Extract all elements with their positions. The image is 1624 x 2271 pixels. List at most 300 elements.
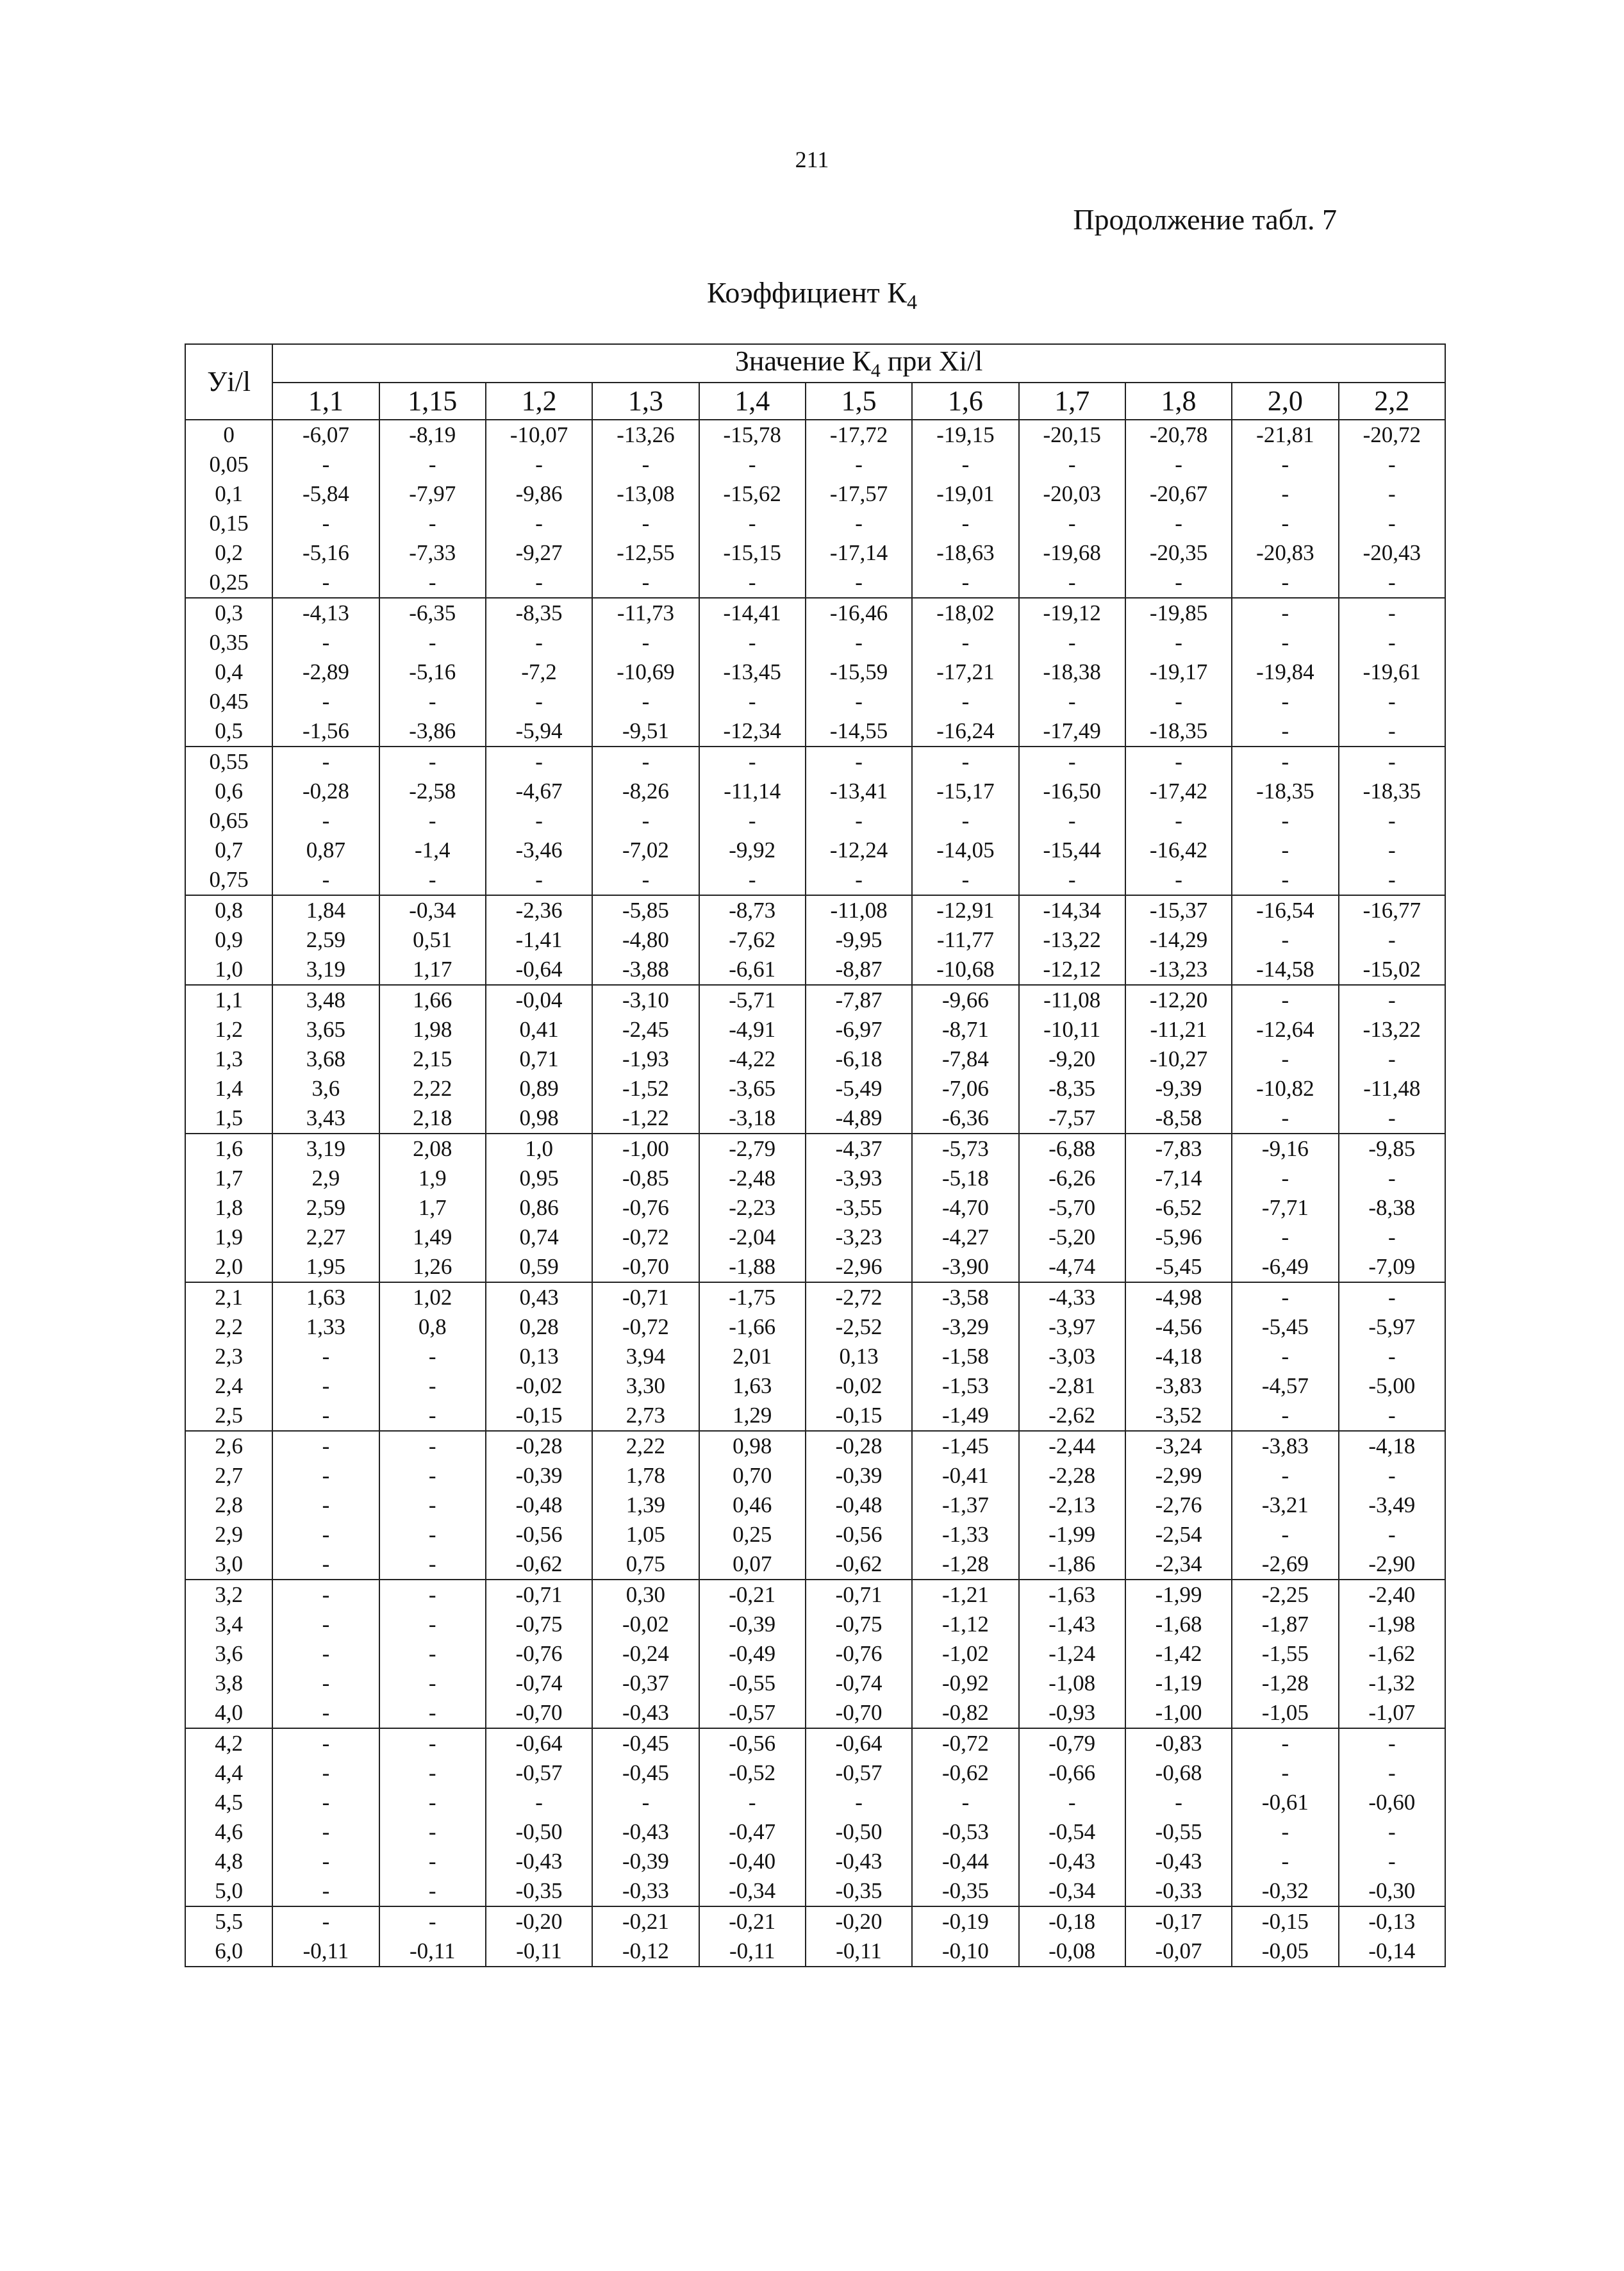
value-cell: - bbox=[379, 450, 486, 479]
value-cell: -0,33 bbox=[592, 1876, 699, 1906]
value-cell: -0,21 bbox=[699, 1906, 806, 1937]
value-cell: - bbox=[1125, 628, 1232, 657]
value-cell: - bbox=[272, 1758, 379, 1788]
value-cell: -0,19 bbox=[912, 1906, 1018, 1937]
row-label-cell: 2,8 bbox=[185, 1491, 272, 1520]
value-cell: -0,35 bbox=[912, 1876, 1018, 1906]
value-cell: - bbox=[272, 1906, 379, 1937]
row-label-cell: 0,75 bbox=[185, 865, 272, 895]
value-cell: -2,52 bbox=[806, 1312, 912, 1342]
value-cell: -3,24 bbox=[1125, 1431, 1232, 1461]
table-header bbox=[185, 344, 1445, 420]
value-cell: -6,88 bbox=[1019, 1134, 1125, 1164]
value-cell: -15,37 bbox=[1125, 895, 1232, 925]
value-cell: -1,87 bbox=[1232, 1610, 1338, 1639]
value-cell: -0,70 bbox=[592, 1252, 699, 1282]
value-cell: - bbox=[379, 1847, 486, 1876]
value-cell: -0,93 bbox=[1019, 1698, 1125, 1728]
value-cell: 0,70 bbox=[699, 1461, 806, 1491]
table-row bbox=[185, 1758, 1445, 1788]
value-cell: -0,55 bbox=[699, 1669, 806, 1698]
value-cell: -7,14 bbox=[1125, 1164, 1232, 1193]
value-cell: - bbox=[592, 568, 699, 598]
value-cell: -4,56 bbox=[1125, 1312, 1232, 1342]
value-cell: -0,76 bbox=[806, 1639, 912, 1669]
value-cell: -0,34 bbox=[1019, 1876, 1125, 1906]
value-cell: 0,98 bbox=[486, 1103, 592, 1134]
value-cell: - bbox=[1125, 450, 1232, 479]
value-cell: - bbox=[1232, 1342, 1338, 1371]
value-cell: -4,74 bbox=[1019, 1252, 1125, 1282]
value-cell: 1,33 bbox=[272, 1312, 379, 1342]
value-cell: -18,35 bbox=[1232, 777, 1338, 806]
value-cell: -1,05 bbox=[1232, 1698, 1338, 1728]
table-row bbox=[185, 1431, 1445, 1461]
value-cell: 3,19 bbox=[272, 1134, 379, 1164]
row-label-cell: 1,8 bbox=[185, 1193, 272, 1223]
row-label-cell: 0,2 bbox=[185, 538, 272, 568]
value-cell: -0,35 bbox=[806, 1876, 912, 1906]
value-cell: - bbox=[272, 1817, 379, 1847]
value-cell: -0,43 bbox=[486, 1847, 592, 1876]
value-cell: - bbox=[1339, 865, 1445, 895]
table-row bbox=[185, 420, 1445, 450]
value-cell: 0,95 bbox=[486, 1164, 592, 1193]
value-cell: -12,34 bbox=[699, 716, 806, 747]
value-cell: - bbox=[1339, 747, 1445, 777]
value-cell: -1,28 bbox=[1232, 1669, 1338, 1698]
value-cell: - bbox=[379, 865, 486, 895]
value-cell: -4,22 bbox=[699, 1045, 806, 1074]
table-row bbox=[185, 1817, 1445, 1847]
value-cell: - bbox=[1339, 1282, 1445, 1312]
value-cell: - bbox=[1019, 865, 1125, 895]
value-cell: -5,73 bbox=[912, 1134, 1018, 1164]
value-cell: -15,17 bbox=[912, 777, 1018, 806]
value-cell: 0,46 bbox=[699, 1491, 806, 1520]
value-cell: -0,08 bbox=[1019, 1937, 1125, 1967]
table-row bbox=[185, 1906, 1445, 1937]
value-cell: - bbox=[592, 450, 699, 479]
value-cell: -9,51 bbox=[592, 716, 699, 747]
value-cell: -10,27 bbox=[1125, 1045, 1232, 1074]
value-cell: - bbox=[1232, 1223, 1338, 1252]
value-cell: -0,15 bbox=[486, 1401, 592, 1431]
value-cell: - bbox=[1232, 985, 1338, 1015]
value-cell: -16,24 bbox=[912, 716, 1018, 747]
value-cell: - bbox=[1232, 1103, 1338, 1134]
value-cell: -0,60 bbox=[1339, 1788, 1445, 1817]
value-cell: - bbox=[592, 687, 699, 716]
value-cell: 3,6 bbox=[272, 1074, 379, 1103]
value-cell: - bbox=[379, 1728, 486, 1758]
value-cell: -0,11 bbox=[379, 1937, 486, 1967]
value-cell: -4,57 bbox=[1232, 1371, 1338, 1401]
value-cell: 2,73 bbox=[592, 1401, 699, 1431]
value-cell: -0,28 bbox=[486, 1431, 592, 1461]
value-cell: -13,08 bbox=[592, 479, 699, 509]
value-cell: -6,35 bbox=[379, 598, 486, 628]
value-cell: - bbox=[486, 747, 592, 777]
table-row bbox=[185, 1728, 1445, 1758]
value-cell: -2,76 bbox=[1125, 1491, 1232, 1520]
value-cell: -11,73 bbox=[592, 598, 699, 628]
value-cell: - bbox=[806, 568, 912, 598]
value-cell: -18,38 bbox=[1019, 657, 1125, 687]
value-cell: - bbox=[1339, 1817, 1445, 1847]
row-label-cell: 3,0 bbox=[185, 1549, 272, 1580]
value-cell: - bbox=[379, 1491, 486, 1520]
value-cell: -9,95 bbox=[806, 925, 912, 955]
value-cell: -1,63 bbox=[1019, 1580, 1125, 1610]
value-cell: - bbox=[1339, 836, 1445, 865]
value-cell: - bbox=[1339, 1520, 1445, 1549]
value-cell: -0,50 bbox=[486, 1817, 592, 1847]
value-cell: -19,61 bbox=[1339, 657, 1445, 687]
value-cell: - bbox=[272, 1698, 379, 1728]
table-row bbox=[185, 1342, 1445, 1371]
value-cell: -0,20 bbox=[486, 1906, 592, 1937]
value-cell: - bbox=[912, 509, 1018, 538]
value-cell: -9,27 bbox=[486, 538, 592, 568]
value-cell: - bbox=[486, 568, 592, 598]
value-cell: -1,99 bbox=[1125, 1580, 1232, 1610]
value-cell: - bbox=[699, 628, 806, 657]
value-cell: 2,15 bbox=[379, 1045, 486, 1074]
column-header: 1,5 bbox=[806, 383, 912, 420]
column-header: 2,2 bbox=[1339, 383, 1445, 420]
value-cell: -3,58 bbox=[912, 1282, 1018, 1312]
value-cell: 3,30 bbox=[592, 1371, 699, 1401]
row-label-cell: 0,5 bbox=[185, 716, 272, 747]
value-cell: -0,20 bbox=[806, 1906, 912, 1937]
value-cell: -4,67 bbox=[486, 777, 592, 806]
value-cell: -0,71 bbox=[592, 1282, 699, 1312]
value-cell: -2,13 bbox=[1019, 1491, 1125, 1520]
value-cell: -0,32 bbox=[1232, 1876, 1338, 1906]
value-cell: - bbox=[592, 747, 699, 777]
row-label-cell: 3,4 bbox=[185, 1610, 272, 1639]
value-cell: -5,49 bbox=[806, 1074, 912, 1103]
column-header: 1,6 bbox=[912, 383, 1018, 420]
value-cell: -0,10 bbox=[912, 1937, 1018, 1967]
value-cell: - bbox=[272, 1728, 379, 1758]
value-cell: - bbox=[592, 1788, 699, 1817]
value-cell: -20,15 bbox=[1019, 420, 1125, 450]
value-cell: - bbox=[806, 1788, 912, 1817]
value-cell: -2,23 bbox=[699, 1193, 806, 1223]
table-row bbox=[185, 925, 1445, 955]
value-cell: 2,22 bbox=[379, 1074, 486, 1103]
table-row bbox=[185, 1610, 1445, 1639]
value-cell: -2,81 bbox=[1019, 1371, 1125, 1401]
value-cell: -0,17 bbox=[1125, 1906, 1232, 1937]
value-cell: -0,34 bbox=[379, 895, 486, 925]
value-cell: -0,30 bbox=[1339, 1876, 1445, 1906]
value-cell: 0,30 bbox=[592, 1580, 699, 1610]
table-row bbox=[185, 985, 1445, 1015]
value-cell: -3,49 bbox=[1339, 1491, 1445, 1520]
value-cell: 0,8 bbox=[379, 1312, 486, 1342]
value-cell: -0,45 bbox=[592, 1728, 699, 1758]
value-cell: -2,58 bbox=[379, 777, 486, 806]
value-cell: - bbox=[272, 687, 379, 716]
value-cell: - bbox=[486, 1788, 592, 1817]
value-cell: -1,68 bbox=[1125, 1610, 1232, 1639]
value-cell: -0,24 bbox=[592, 1639, 699, 1669]
value-cell: - bbox=[379, 1461, 486, 1491]
row-label-cell: 1,7 bbox=[185, 1164, 272, 1193]
value-cell: -6,97 bbox=[806, 1015, 912, 1045]
value-cell: 0,13 bbox=[486, 1342, 592, 1371]
value-cell: - bbox=[272, 1847, 379, 1876]
row-label-cell: 5,5 bbox=[185, 1906, 272, 1937]
value-cell: - bbox=[379, 568, 486, 598]
value-cell: -0,43 bbox=[1125, 1847, 1232, 1876]
value-cell: 1,0 bbox=[486, 1134, 592, 1164]
value-cell: -1,12 bbox=[912, 1610, 1018, 1639]
value-cell: -0,21 bbox=[592, 1906, 699, 1937]
table-row bbox=[185, 1788, 1445, 1817]
value-cell: - bbox=[379, 1669, 486, 1698]
value-cell: - bbox=[1232, 1461, 1338, 1491]
value-cell: - bbox=[1339, 1103, 1445, 1134]
value-cell: 0,41 bbox=[486, 1015, 592, 1045]
row-label-cell: 4,4 bbox=[185, 1758, 272, 1788]
value-cell: -0,85 bbox=[592, 1164, 699, 1193]
value-cell: - bbox=[379, 1758, 486, 1788]
value-cell: -0,28 bbox=[806, 1431, 912, 1461]
value-cell: 3,68 bbox=[272, 1045, 379, 1074]
row-label-cell: 1,9 bbox=[185, 1223, 272, 1252]
value-cell: 0,98 bbox=[699, 1431, 806, 1461]
value-cell: 2,9 bbox=[272, 1164, 379, 1193]
value-cell: - bbox=[1232, 1164, 1338, 1193]
row-label-cell: 3,6 bbox=[185, 1639, 272, 1669]
value-cell: - bbox=[1339, 1164, 1445, 1193]
row-label-cell: 0,7 bbox=[185, 836, 272, 865]
value-cell: -8,26 bbox=[592, 777, 699, 806]
value-cell: 2,22 bbox=[592, 1431, 699, 1461]
value-cell: - bbox=[912, 628, 1018, 657]
value-cell: - bbox=[1339, 1342, 1445, 1371]
value-cell: 3,19 bbox=[272, 955, 379, 985]
value-cell: -5,97 bbox=[1339, 1312, 1445, 1342]
value-cell: - bbox=[1232, 836, 1338, 865]
value-cell: - bbox=[1339, 925, 1445, 955]
value-cell: -20,78 bbox=[1125, 420, 1232, 450]
value-cell: -1,21 bbox=[912, 1580, 1018, 1610]
value-cell: 3,48 bbox=[272, 985, 379, 1015]
value-cell: - bbox=[379, 509, 486, 538]
table-row bbox=[185, 895, 1445, 925]
value-cell: -9,39 bbox=[1125, 1074, 1232, 1103]
value-cell: -3,90 bbox=[912, 1252, 1018, 1282]
value-cell: -9,20 bbox=[1019, 1045, 1125, 1074]
value-cell: -9,86 bbox=[486, 479, 592, 509]
column-header-row bbox=[185, 383, 1445, 420]
value-cell: -9,66 bbox=[912, 985, 1018, 1015]
row-label-cell: 0,3 bbox=[185, 598, 272, 628]
value-cell: - bbox=[272, 1431, 379, 1461]
row-label-cell: 0,25 bbox=[185, 568, 272, 598]
value-cell: - bbox=[1125, 509, 1232, 538]
value-cell: -1,66 bbox=[699, 1312, 806, 1342]
value-cell: -1,41 bbox=[486, 925, 592, 955]
value-cell: -0,43 bbox=[592, 1817, 699, 1847]
value-cell: - bbox=[272, 1520, 379, 1549]
value-cell: -15,59 bbox=[806, 657, 912, 687]
table-row bbox=[185, 1134, 1445, 1164]
value-cell: - bbox=[379, 1788, 486, 1817]
value-cell: -1,58 bbox=[912, 1342, 1018, 1371]
value-cell: -20,83 bbox=[1232, 538, 1338, 568]
value-cell: -14,55 bbox=[806, 716, 912, 747]
value-cell: - bbox=[1339, 568, 1445, 598]
value-cell: -6,52 bbox=[1125, 1193, 1232, 1223]
value-cell: -16,50 bbox=[1019, 777, 1125, 806]
value-cell: 0,13 bbox=[806, 1342, 912, 1371]
value-cell: 1,02 bbox=[379, 1282, 486, 1312]
value-cell: -11,14 bbox=[699, 777, 806, 806]
value-cell: - bbox=[1019, 568, 1125, 598]
table-row bbox=[185, 657, 1445, 687]
value-cell: -0,76 bbox=[486, 1639, 592, 1669]
value-cell: -10,68 bbox=[912, 955, 1018, 985]
value-cell: -0,18 bbox=[1019, 1906, 1125, 1937]
table-row bbox=[185, 1193, 1445, 1223]
value-cell: -1,07 bbox=[1339, 1698, 1445, 1728]
value-cell: - bbox=[1232, 1817, 1338, 1847]
value-cell: 0,89 bbox=[486, 1074, 592, 1103]
value-cell: -8,38 bbox=[1339, 1193, 1445, 1223]
row-label-cell: 2,6 bbox=[185, 1431, 272, 1461]
value-cell: -0,61 bbox=[1232, 1788, 1338, 1817]
value-cell: -0,33 bbox=[1125, 1876, 1232, 1906]
value-cell: -8,19 bbox=[379, 420, 486, 450]
value-cell: -4,80 bbox=[592, 925, 699, 955]
value-cell: -4,33 bbox=[1019, 1282, 1125, 1312]
value-cell: -0,04 bbox=[486, 985, 592, 1015]
value-cell: - bbox=[1232, 1520, 1338, 1549]
row-label-cell: 1,6 bbox=[185, 1134, 272, 1164]
value-cell: - bbox=[272, 1491, 379, 1520]
value-cell: 1,39 bbox=[592, 1491, 699, 1520]
value-cell: - bbox=[1019, 509, 1125, 538]
value-cell: -1,49 bbox=[912, 1401, 1018, 1431]
value-cell: -0,62 bbox=[486, 1549, 592, 1580]
table-row bbox=[185, 538, 1445, 568]
value-cell: - bbox=[1232, 1045, 1338, 1074]
value-cell: - bbox=[379, 1580, 486, 1610]
value-cell: -10,69 bbox=[592, 657, 699, 687]
value-cell: - bbox=[1232, 865, 1338, 895]
value-cell: - bbox=[272, 568, 379, 598]
value-cell: - bbox=[912, 747, 1018, 777]
value-cell: 1,84 bbox=[272, 895, 379, 925]
value-cell: - bbox=[806, 687, 912, 716]
value-cell: -0,48 bbox=[486, 1491, 592, 1520]
value-cell: -17,57 bbox=[806, 479, 912, 509]
value-cell: -0,28 bbox=[272, 777, 379, 806]
table-row bbox=[185, 1491, 1445, 1520]
table-row bbox=[185, 1461, 1445, 1491]
value-cell: -5,20 bbox=[1019, 1223, 1125, 1252]
value-cell: 0,86 bbox=[486, 1193, 592, 1223]
value-cell: -0,15 bbox=[806, 1401, 912, 1431]
value-cell: -13,41 bbox=[806, 777, 912, 806]
value-cell: -1,22 bbox=[592, 1103, 699, 1134]
value-cell: -0,92 bbox=[912, 1669, 1018, 1698]
value-cell: -15,44 bbox=[1019, 836, 1125, 865]
table-row bbox=[185, 1549, 1445, 1580]
value-cell: - bbox=[912, 568, 1018, 598]
page-number: 211 bbox=[795, 147, 829, 172]
value-cell: - bbox=[806, 509, 912, 538]
value-cell: -3,86 bbox=[379, 716, 486, 747]
value-cell: -6,26 bbox=[1019, 1164, 1125, 1193]
value-cell: -0,35 bbox=[486, 1876, 592, 1906]
value-cell: - bbox=[1232, 479, 1338, 509]
value-cell: - bbox=[806, 628, 912, 657]
table-row bbox=[185, 1401, 1445, 1431]
value-cell: - bbox=[699, 1788, 806, 1817]
value-cell: - bbox=[272, 1580, 379, 1610]
table-row bbox=[185, 450, 1445, 479]
value-cell: 1,66 bbox=[379, 985, 486, 1015]
value-cell: -1,24 bbox=[1019, 1639, 1125, 1669]
value-cell: - bbox=[486, 806, 592, 836]
table-row bbox=[185, 1580, 1445, 1610]
value-cell: - bbox=[592, 865, 699, 895]
value-cell: -0,14 bbox=[1339, 1937, 1445, 1967]
value-cell: - bbox=[272, 1639, 379, 1669]
value-cell: - bbox=[272, 865, 379, 895]
column-header: 1,2 bbox=[486, 383, 592, 420]
value-cell: -2,28 bbox=[1019, 1461, 1125, 1491]
value-cell: -0,70 bbox=[486, 1698, 592, 1728]
value-cell: - bbox=[379, 1401, 486, 1431]
row-label-cell: 0,9 bbox=[185, 925, 272, 955]
row-label-cell: 4,5 bbox=[185, 1788, 272, 1817]
value-cell: - bbox=[1339, 479, 1445, 509]
column-group-header-main: Значение К bbox=[734, 345, 871, 377]
value-cell: -18,63 bbox=[912, 538, 1018, 568]
value-cell: -0,07 bbox=[1125, 1937, 1232, 1967]
value-cell: -5,00 bbox=[1339, 1371, 1445, 1401]
table-row bbox=[185, 1876, 1445, 1906]
value-cell: -14,58 bbox=[1232, 955, 1338, 985]
value-cell: -0,39 bbox=[699, 1610, 806, 1639]
row-label-cell: 3,8 bbox=[185, 1669, 272, 1698]
value-cell: -18,35 bbox=[1125, 716, 1232, 747]
row-label-cell: 1,0 bbox=[185, 955, 272, 985]
value-cell: - bbox=[1339, 1223, 1445, 1252]
table-row bbox=[185, 1074, 1445, 1103]
value-cell: - bbox=[1232, 450, 1338, 479]
value-cell: -12,12 bbox=[1019, 955, 1125, 985]
value-cell: -0,39 bbox=[806, 1461, 912, 1491]
value-cell: -1,37 bbox=[912, 1491, 1018, 1520]
value-cell: -0,12 bbox=[592, 1937, 699, 1967]
value-cell: -5,71 bbox=[699, 985, 806, 1015]
value-cell: -19,84 bbox=[1232, 657, 1338, 687]
value-cell: - bbox=[379, 1549, 486, 1580]
value-cell: - bbox=[912, 687, 1018, 716]
value-cell: -4,91 bbox=[699, 1015, 806, 1045]
value-cell: -0,11 bbox=[272, 1937, 379, 1967]
value-cell: -4,89 bbox=[806, 1103, 912, 1134]
